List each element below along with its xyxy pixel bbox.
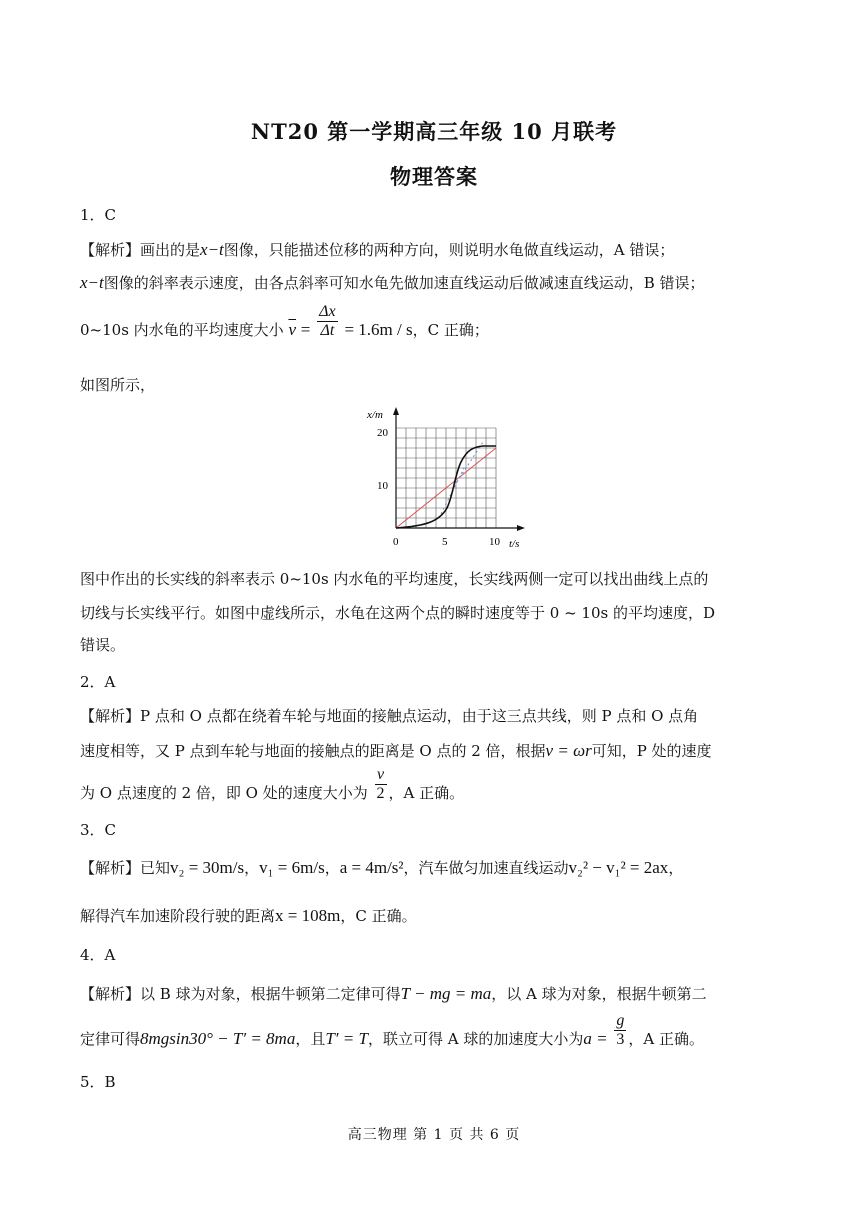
q5-number: 5．B [80, 1073, 116, 1091]
q1-math-xt-2: x−t [80, 273, 104, 292]
x-axis-arrow [517, 525, 525, 531]
q2-number: 2．A [80, 673, 116, 691]
q4-number: 4．A [80, 946, 116, 964]
q2-math-v-wr: v = ωr [545, 741, 592, 760]
q1-line-6: 切线与长实线平行。如图中虚线所示，水龟在这两个点的瞬时速度等于 0 ~ 10s 的平均速度，D [80, 604, 715, 622]
q2-tag: 【解析】 [80, 707, 141, 725]
q1-vbar: $\overline{v}$ [288, 320, 296, 339]
q1-line-3: 0~10s 内水龟的平均速度大小 $\overline{v}$ = $\frac{\Delta x}{\Delta t}$ = 1.6m / s，C 正确； [80, 302, 489, 339]
q1-fraction: $\frac{\Delta x}{\Delta t}$ [319, 302, 336, 339]
q1-line-7: 错误。 [80, 636, 126, 654]
x-tick-5: 5 [442, 536, 448, 548]
q2-line-3: 为 O 点速度的 2 倍，即 O 处的速度大小为 $\frac{v}{2}$ ，A 正确。 [80, 765, 465, 802]
q3-line-2: 解得汽车加速阶段行驶的距离x = 108m，C 正确。 [80, 906, 417, 925]
y-tick-20: 20 [377, 427, 388, 439]
page-footer: 高三物理 第 1 页 共 6 页 [347, 1127, 521, 1143]
q1-line-1: 【解析】画出的是x−t图像，只能描述位移的两种方向，则说明水龟做直线运动，A 错误； [80, 240, 675, 259]
q1-line-5: 图中作出的长实线的斜率表示 0~10s 内水龟的平均速度，长实线两侧一定可以找出曲线上点的 [80, 570, 709, 588]
page-title: NT20 第一学期高三年级 10 月联考 [250, 119, 618, 144]
q1-math-xt: x−t [200, 240, 224, 259]
y-tick-10: 10 [377, 480, 388, 492]
y-axis-label: x/m [367, 409, 383, 421]
q3-line-1: 【解析】已知v₂ = 30m/s，v₁ = 6m/s，a = 4m/s²，汽车做匀加速直线运动v₂² − v₁² = 2ax， [80, 858, 684, 877]
page-subtitle: 物理答案 [390, 164, 478, 189]
x-tick-0: 0 [393, 536, 399, 548]
x-axis-label: t/s [509, 538, 520, 550]
x-tick-10: 10 [489, 536, 500, 548]
q4-fraction: $\frac{g}{3}$ [616, 1011, 625, 1048]
q2-line-2: 速度相等，又 P 点到车轮与地面的接触点的距离是 O 点的 2 倍，根据v = ωr可知，P 处的速度 [80, 741, 712, 760]
q1-line-4: 如图所示， [80, 376, 156, 394]
q3-tag: 【解析】 [80, 859, 141, 877]
q2-line-1: 【解析】P 点和 O 点都在绕着车轮与地面的接触点运动，由于这三点共线，则 P 点和 O 点角 [80, 707, 699, 725]
q4-line-2: 定律可得8mgsin30° − T′ = 8ma，且T′ = T，联立可得 A 球的加速度大小为a = $\frac{g}{3}$ ，A 正确。 [80, 1011, 704, 1048]
y-axis-arrow [393, 407, 399, 415]
q1-line-2: x−t图像的斜率表示速度，由各点斜率可知水龟先做加速直线运动后做减速直线运动，B 错误； [80, 273, 705, 292]
q4-tag: 【解析】 [80, 985, 141, 1003]
q1-number: 1．C [80, 206, 117, 224]
q4-line-1: 【解析】以 B 球为对象，根据牛顿第二定律可得T − mg = ma，以 A 球为对象，根据牛顿第二 [80, 984, 707, 1003]
q3-number: 3．C [80, 821, 117, 839]
q2-fraction: $\frac{v}{2}$ [376, 765, 385, 802]
xt-graph [355, 404, 540, 556]
q1-tag: 【解析】 [80, 241, 141, 259]
graph-grid [396, 428, 496, 528]
